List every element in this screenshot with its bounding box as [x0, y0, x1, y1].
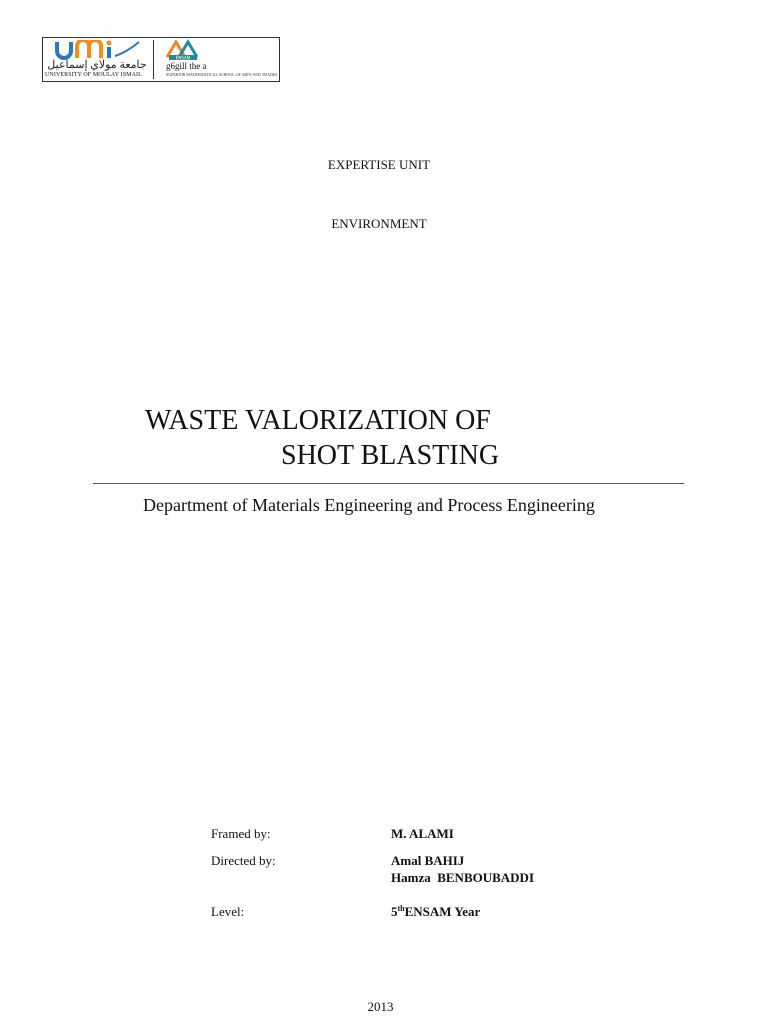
- ensam-mark-icon: [165, 39, 201, 61]
- level-rest: ENSAM Year: [404, 904, 481, 919]
- level-number: 5: [391, 904, 398, 919]
- year: 2013: [367, 999, 394, 1014]
- directed-value-1: Amal BAHIJ: [391, 853, 465, 868]
- directed-value-2: Hamza BENBOUBADDI: [391, 870, 535, 885]
- level-suffix: th: [397, 904, 405, 913]
- umi-english-name: UNIVERSITY OF MOULAY ISMAIL: [45, 72, 142, 78]
- umi-arabic-name: جامعة مولاي إسماعيل: [47, 59, 147, 71]
- level-value: [391, 904, 480, 920]
- framed-value: M. ALAMI: [391, 826, 454, 841]
- title-rule: [93, 483, 684, 484]
- umi-logo: [45, 39, 149, 81]
- ensam-logo: [157, 39, 277, 81]
- ensam-main-text: g6gill the a: [166, 61, 207, 71]
- expertise-unit: EXPERTISE UNIT: [327, 157, 431, 172]
- ensam-mark-text: ENSAM: [175, 55, 191, 61]
- framed-label: Framed by:: [211, 826, 271, 841]
- title-line-2: SHOT BLASTING: [281, 440, 500, 471]
- logo-header: [42, 37, 280, 82]
- directed-label: Directed by:: [211, 853, 276, 868]
- umi-letters-icon: [55, 40, 141, 60]
- ensam-sub-text: SUPERIOR MATHEMATICAL SCHOOL OF ARTS AND TRADES: [166, 72, 278, 77]
- level-label: Level:: [211, 904, 245, 919]
- logo-divider: [153, 40, 154, 79]
- department-name: Department of Materials Engineering and Process Engineering: [143, 495, 595, 515]
- subject-environment: ENVIRONMENT: [331, 216, 427, 231]
- title-line-1: WASTE VALORIZATION OF: [145, 405, 491, 436]
